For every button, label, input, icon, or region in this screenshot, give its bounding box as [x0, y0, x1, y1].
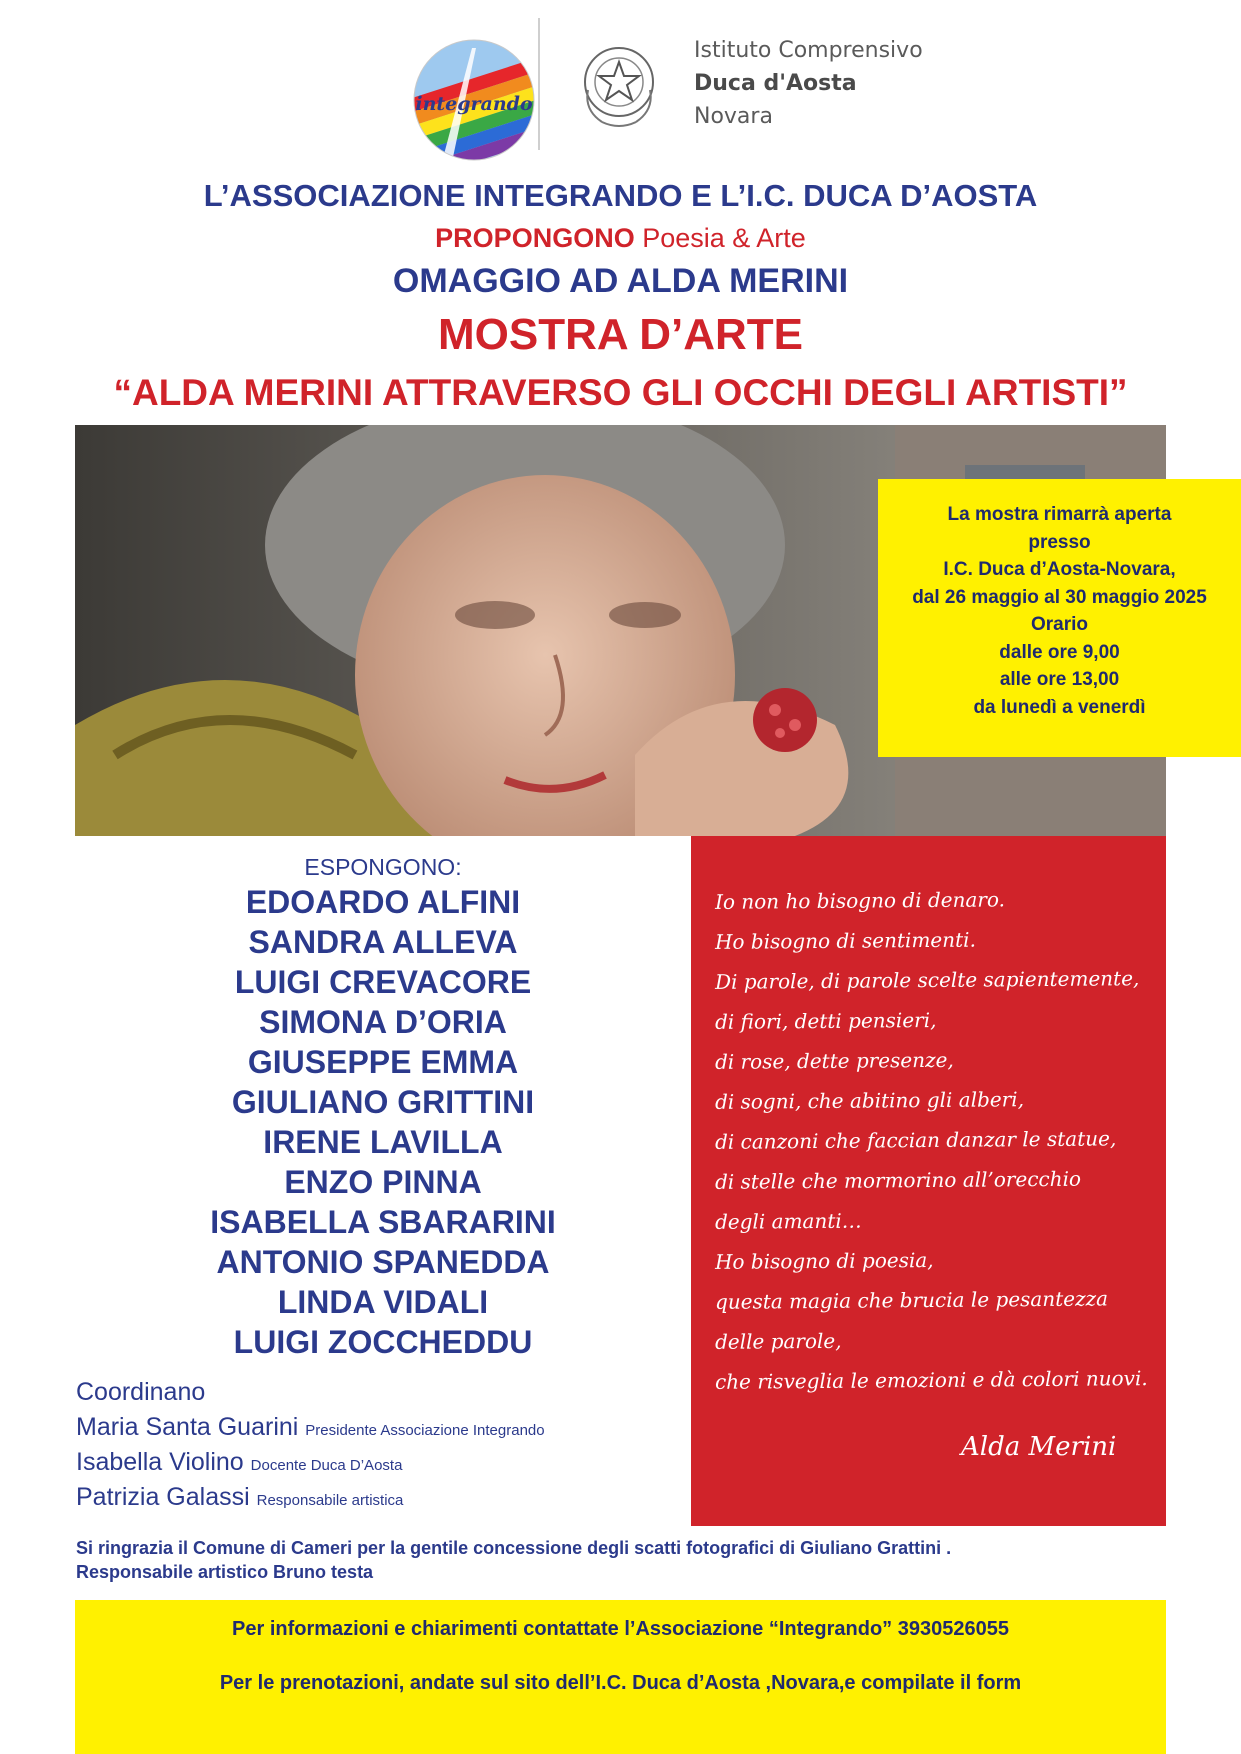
artist-name: SIMONA D’ORIA: [259, 1004, 507, 1040]
coordinator-name: Patrizia Galassi: [76, 1483, 250, 1511]
artist-name: EDOARDO ALFINI: [245, 884, 521, 920]
poem-line: questa magia che brucia le pesantezza: [714, 1286, 1109, 1314]
artist-name: SANDRA ALLEVA: [248, 924, 518, 960]
coordinator-row: [76, 1483, 403, 1512]
artist-name: LINDA VIDALI: [277, 1284, 489, 1320]
exhibition-info-text: La mostra rimarrà aperta presso I.C. Duca d’Aosta-Novara, dal 26 maggio al 30 maggio 2025 Orario dalle ore 9,00 alle ore 13,00 da lunedì a venerdì: [912, 504, 1207, 718]
exhibitors-label: ESPONGONO:: [304, 854, 462, 880]
poem-line: degli amanti…: [714, 1208, 862, 1234]
title-association: L’ASSOCIAZIONE INTEGRANDO E L’I.C. DUCA D’AOSTA: [203, 178, 1038, 213]
artist-name: ANTONIO SPANEDDA: [216, 1244, 550, 1280]
artist-name: LUIGI ZOCCHEDDU: [233, 1324, 533, 1360]
acknowledgements: [76, 1536, 951, 1584]
coordinator-name: Isabella Violino: [76, 1448, 244, 1476]
poem-line: di stelle che mormorino all’orecchio: [714, 1166, 1082, 1194]
artist-name: ISABELLA SBARARINI: [210, 1204, 556, 1240]
logo-divider: [538, 18, 540, 150]
integrando-logo: [412, 38, 536, 162]
institute-line-2: Duca d'Aosta: [694, 71, 857, 96]
title-exhibition-name: “ALDA MERINI ATTRAVERSO GLI OCCHI DEGLI ARTISTI”: [113, 372, 1128, 413]
artist-name: LUIGI CREVACORE: [234, 964, 532, 1000]
exhibition-info-box: [878, 479, 1241, 757]
institute-line-1: Istituto Comprensivo: [694, 38, 923, 63]
artist-name: IRENE LAVILLA: [263, 1124, 503, 1160]
poem-line: Io non ho bisogno di denaro.: [714, 887, 1006, 914]
logo-wordmark: integrando: [415, 93, 533, 115]
title-homage: OMAGGIO AD ALDA MERINI: [392, 262, 849, 300]
coordinator-row: [76, 1413, 545, 1442]
coordinator-row: [76, 1448, 402, 1477]
contact-info: Per informazioni e chiarimenti contattate l’Associazione “Integrando” 3930526055: [232, 1618, 1009, 1640]
poem-box: [691, 836, 1166, 1526]
poem-line: Ho bisogno di poesia,: [714, 1247, 934, 1274]
title-propose-rest: Poesia & Arte: [634, 223, 806, 253]
booking-info: Per le prenotazioni, andate sul sito dell’I.C. Duca d’Aosta ,Novara,e compilate il form: [219, 1672, 1022, 1694]
artist-name: ENZO PINNA: [284, 1164, 482, 1200]
coordinator-role: Responsabile artistica: [256, 1492, 404, 1509]
poem-line: Di parole, di parole scelte sapientemente,: [714, 966, 1140, 994]
poem-line: di rose, dette presenze,: [714, 1047, 954, 1074]
poem-line: delle parole,: [714, 1328, 842, 1354]
title-propose-strong: PROPONGONO: [435, 223, 635, 253]
poem-text: [715, 880, 1148, 1400]
coordinator-role: Presidente Associazione Integrando: [305, 1422, 545, 1439]
poem-line: di canzoni che faccian danzar le statue,: [714, 1126, 1117, 1154]
acknowledgement-line: Si ringrazia il Comune di Cameri per la gentile concessione degli scatti fotografici di Giuliano Grattini .: [76, 1538, 952, 1558]
coordinator-role: Docente Duca D’Aosta: [250, 1457, 403, 1474]
acknowledgement-line: Responsabile artistico Bruno testa: [76, 1562, 374, 1582]
poem-line: che risveglia le emozioni e dà colori nuovi.: [714, 1366, 1148, 1394]
title-exhibition: MOSTRA D’ARTE: [437, 310, 804, 359]
poem-author: Alda Merini: [961, 1432, 1117, 1462]
poem-line: di fiori, detti pensieri,: [714, 1007, 937, 1034]
coordinators-title: Coordinano: [76, 1378, 206, 1406]
italian-republic-emblem-icon: [580, 40, 658, 130]
title-propose: [0, 223, 1241, 254]
contact-box: [75, 1600, 1166, 1754]
artist-name: GIUSEPPE EMMA: [247, 1044, 519, 1080]
exhibitors-list: [180, 882, 586, 1362]
poem-line: Ho bisogno di sentimenti.: [714, 927, 976, 954]
poem-line: di sogni, che abitino gli alberi,: [714, 1087, 1025, 1114]
institute-line-3: Novara: [694, 104, 773, 129]
artist-name: GIULIANO GRITTINI: [231, 1084, 535, 1120]
coordinator-name: Maria Santa Guarini: [76, 1413, 299, 1441]
